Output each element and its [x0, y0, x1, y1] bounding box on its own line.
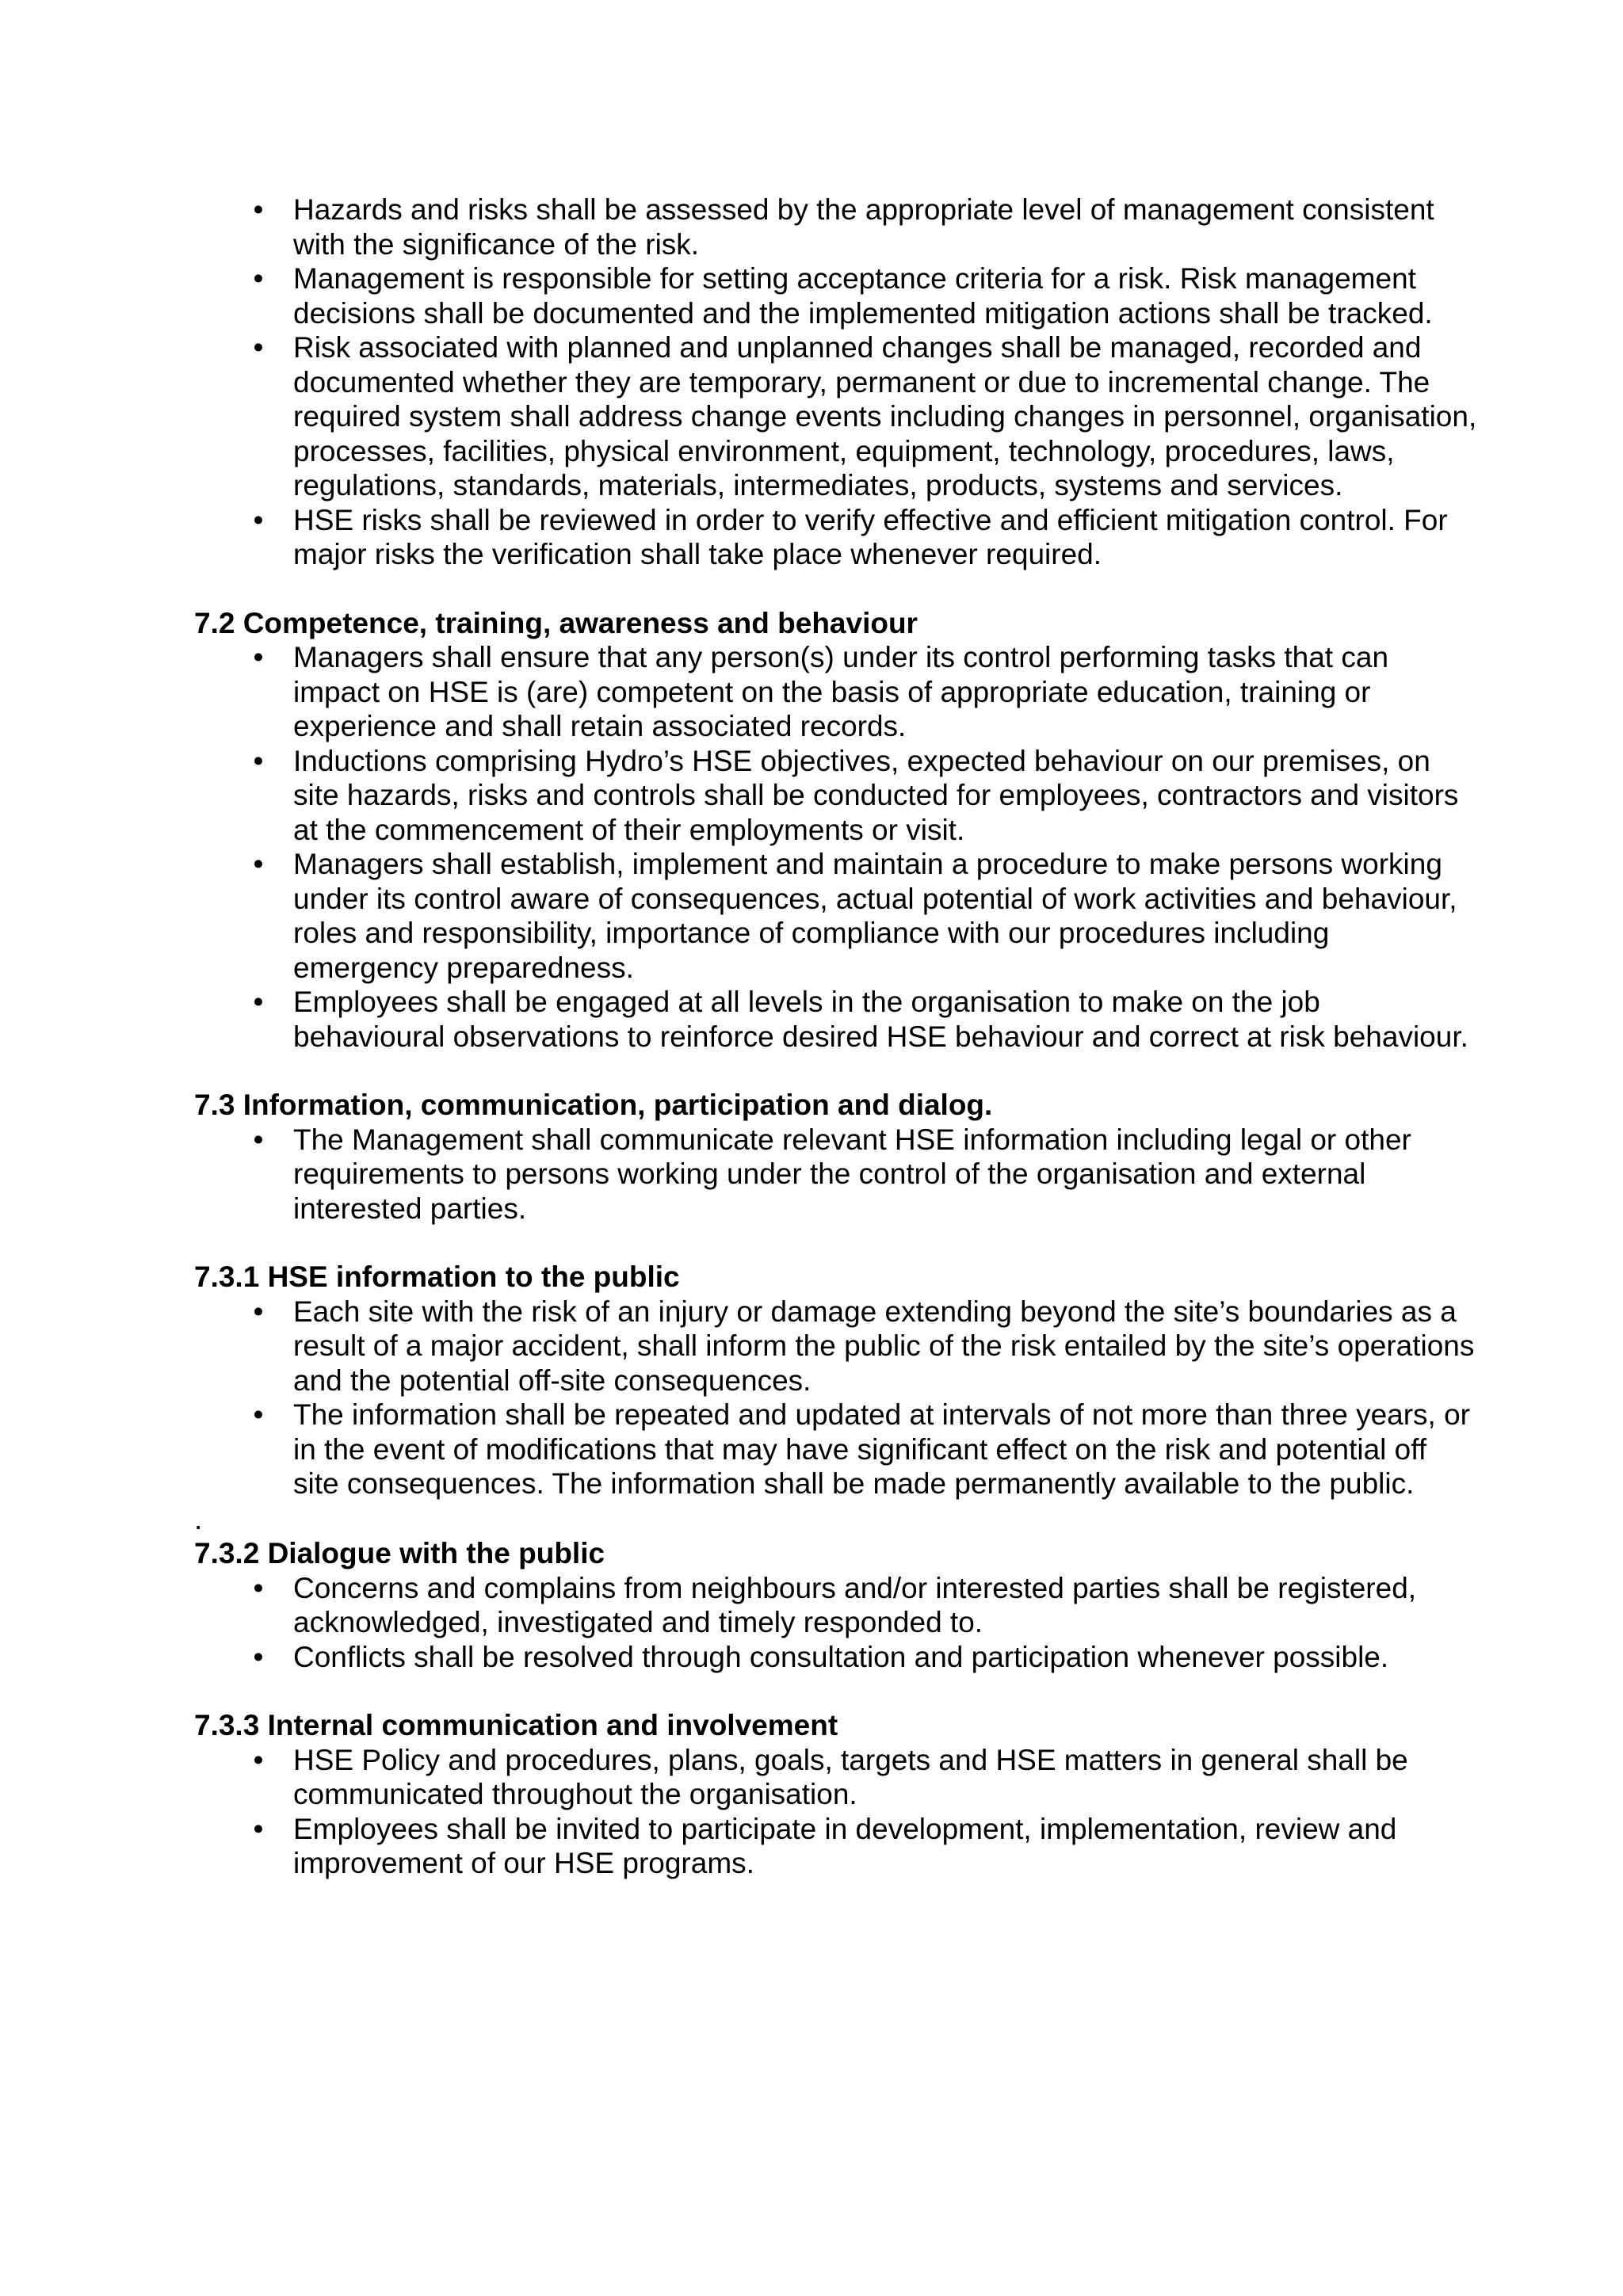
list-item [194, 330, 1478, 503]
list-item [194, 1812, 1478, 1881]
list-item-text: Management is responsible for setting acceptance criteria for a risk. Risk management decisions shall be documented and the implemented mitigation actions shall be tracked. [293, 262, 1433, 330]
bullet-icon: • [253, 1123, 264, 1156]
section-bullet-list [194, 1743, 1478, 1881]
list-item [194, 847, 1478, 985]
section-7-3-2 [194, 1536, 1478, 1674]
list-item-text: The information shall be repeated and updated at intervals of not more than three years, or in the event of modifications that may have significant effect on the risk and potential off site consequences. The information shall be made permanently available to the public. [293, 1398, 1471, 1500]
list-item [194, 1571, 1478, 1640]
section-7-3 [194, 1088, 1478, 1226]
bullet-icon: • [253, 641, 264, 673]
section-heading: 7.3.1 HSE information to the public [194, 1261, 680, 1293]
section-bullet-list [194, 1295, 1478, 1501]
bullet-icon: • [253, 1571, 264, 1604]
bullet-icon: • [253, 1743, 264, 1776]
list-item [194, 193, 1478, 261]
list-item-text: Conflicts shall be resolved through consultation and participation whenever possible. [293, 1640, 1389, 1673]
list-item [194, 261, 1478, 330]
list-item-text: Managers shall ensure that any person(s) under its control performing tasks that can impact on HSE is (are) competent on the basis of appropriate education, training or experience and shall retain associated records. [293, 641, 1389, 742]
list-item [194, 640, 1478, 744]
list-item [194, 1123, 1478, 1226]
list-item-text: Hazards and risks shall be assessed by the appropriate level of management consistent with the significance of the risk. [293, 193, 1434, 261]
list-item-text: Inductions comprising Hydro’s HSE objectives, expected behaviour on our premises, on site hazards, risks and controls shall be conducted for employees, contractors and visitors at the commencement of their employments or visit. [293, 744, 1459, 846]
list-item-text: HSE risks shall be reviewed in order to verify effective and efficient mitigation control. For major risks the verification shall take place whenever required. [293, 503, 1448, 570]
list-item [194, 1398, 1478, 1501]
list-item-text: The Management shall communicate relevant HSE information including legal or other requirements to persons working under the control of the organisation and external interested parties. [293, 1123, 1411, 1225]
bullet-icon: • [253, 503, 264, 536]
bullet-icon: • [253, 262, 264, 295]
bullet-icon: • [253, 1295, 264, 1328]
list-item-text: Employees shall be engaged at all levels in the organisation to make on the job behavioural observations to reinforce desired HSE behaviour and correct at risk behaviour. [293, 986, 1468, 1053]
list-item [194, 1295, 1478, 1398]
list-item [194, 503, 1478, 572]
section-bullet-list [194, 1571, 1478, 1675]
list-item [194, 985, 1478, 1054]
bullet-icon: • [253, 1812, 264, 1845]
list-item-text: Concerns and complains from neighbours and/or interested parties shall be registered, acknowledged, investigated and timely responded to. [293, 1571, 1417, 1638]
bullet-icon: • [253, 331, 264, 364]
intro-bullet-list [194, 193, 1478, 572]
section-bullet-list [194, 1123, 1478, 1226]
section-heading: 7.2 Competence, training, awareness and behaviour [194, 606, 918, 639]
section-bullet-list [194, 640, 1478, 1054]
section-heading: 7.3 Information, communication, participation and dialog. [194, 1089, 993, 1121]
bullet-icon: • [253, 1398, 264, 1431]
section-heading: 7.3.3 Internal communication and involvement [194, 1709, 838, 1741]
list-item-text: Employees shall be invited to participate in development, implementation, review and improvement of our HSE programs. [293, 1812, 1397, 1879]
bullet-icon: • [253, 986, 264, 1018]
bullet-icon: • [253, 193, 264, 226]
bullet-icon: • [253, 744, 264, 777]
list-item [194, 1640, 1478, 1675]
list-item-text: HSE Policy and procedures, plans, goals, targets and HSE matters in general shall be communicated throughout the organisation. [293, 1743, 1408, 1810]
list-item-text: Risk associated with planned and unplanned changes shall be managed, recorded and documented whether they are temporary, permanent or due to incremental change. The required system shall address change events including changes in personnel, organisation, processes, facilities, physical environment, equipment, technology, procedures, laws, regulations, standards, materials, intermediates, products, systems and services. [293, 331, 1477, 502]
list-item [194, 744, 1478, 848]
list-item [194, 1743, 1478, 1812]
section-heading: 7.3.2 Dialogue with the public [194, 1537, 605, 1569]
stray-period: . [194, 1502, 203, 1535]
bullet-icon: • [253, 848, 264, 880]
list-item-text: Each site with the risk of an injury or damage extending beyond the site’s boundaries as a result of a major accident, shall inform the public of the risk entailed by the site’s operations and the potential off-site consequences. [293, 1295, 1475, 1397]
section-7-3-1 [194, 1260, 1478, 1501]
document-body [194, 193, 1478, 1881]
section-7-3-3 [194, 1708, 1478, 1881]
list-item-text: Managers shall establish, implement and maintain a procedure to make persons working under its control aware of consequences, actual potential of work activities and behaviour, roles and responsibility, importance of compliance with our procedures including emergency preparedness. [293, 848, 1457, 984]
bullet-icon: • [253, 1640, 264, 1673]
section-7-2 [194, 606, 1478, 1055]
